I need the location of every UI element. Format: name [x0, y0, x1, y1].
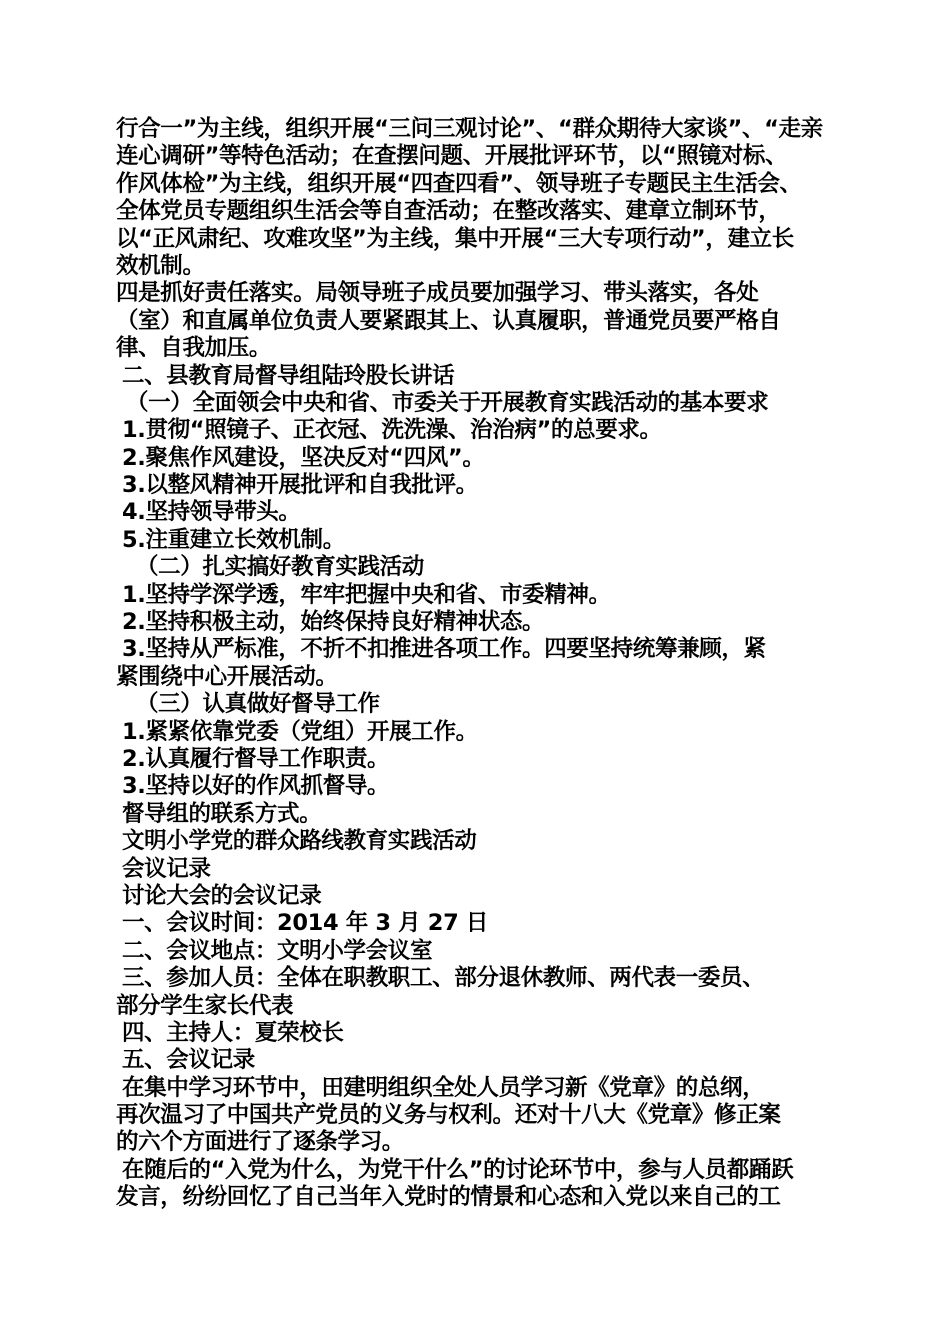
text-line: 四是抓好责任落实。局领导班子成员要加强学习、带头落实，各处 [116, 280, 759, 307]
text-line: （室）和直属单位负责人要紧跟其上、认真履职，普通党员要严格自 [116, 307, 781, 334]
list-item: 2.认真履行督导工作职责。 [122, 745, 390, 772]
title-line: 文明小学党的群众路线教育实践活动 [122, 828, 477, 855]
subsection-heading: （一）全面领会中央和省、市委关于开展教育实践活动的基本要求 [126, 389, 769, 416]
text-line: 作风体检”为主线，组织开展“四查四看”、领导班子专题民主生活会、 [116, 170, 802, 197]
paragraph-line: 发言，纷纷回忆了自己当年入党时的情景和心态和入党以来自己的工 [116, 1184, 781, 1211]
list-item: 3.坚持从严标准，不折不扣推进各项工作。四要坚持统筹兼顾，紧 [122, 636, 766, 663]
text-line: 效机制。 [116, 252, 205, 279]
paragraph-line: 在集中学习环节中，田建明组织全处人员学习新《党章》的总纲， [122, 1074, 765, 1101]
text-line: 部分学生家长代表 [116, 992, 294, 1019]
meeting-info: 三、参加人员：全体在职教职工、部分退休教师、两代表一委员、 [122, 965, 765, 992]
text-line: 以“正风肃纪、攻难攻坚”为主线，集中开展“三大专项行动”，建立长 [116, 225, 794, 252]
subsection-heading: （二）扎实搞好教育实践活动 [136, 554, 424, 581]
list-item: 3.坚持以好的作风抓督导。 [122, 773, 390, 800]
list-item: 1.坚持学深学透，牢牢把握中央和省、市委精神。 [122, 581, 611, 608]
list-item: 2.坚持积极主动，始终保持良好精神状态。 [122, 609, 545, 636]
meeting-info: 四、主持人：夏荣校长 [122, 1019, 344, 1046]
paragraph-line: 的六个方面进行了逐条学习。 [116, 1129, 404, 1156]
list-item: 1.紧紧依靠党委（党组）开展工作。 [122, 718, 478, 745]
list-item: 5.注重建立长效机制。 [122, 526, 345, 553]
list-item: 4.坚持领导带头。 [122, 499, 301, 526]
text-line: 律、自我加压。 [116, 335, 272, 362]
list-item: 2.聚焦作风建设，坚决反对“四风”。 [122, 444, 485, 471]
text-line: 督导组的联系方式。 [122, 800, 322, 827]
title-line: 会议记录 [122, 855, 211, 882]
list-item: 3.以整风精神开展批评和自我批评。 [122, 472, 478, 499]
paragraph-line: 再次温习了中国共产党员的义务与权利。还对十八大《党章》修正案 [116, 1102, 781, 1129]
text-line: 紧围绕中心开展活动。 [116, 663, 338, 690]
meeting-info: 二、会议地点：文明小学会议室 [122, 937, 433, 964]
meeting-info: 一、会议时间：2014 年 3 月 27 日 [122, 910, 489, 937]
title-line: 讨论大会的会议记录 [122, 882, 322, 909]
paragraph-line: 在随后的“入党为什么，为党干什么”的讨论环节中，参与人员都踊跃 [122, 1156, 794, 1183]
text-line: 全体党员专题组织生活会等自查活动；在整改落实、建章立制环节， [116, 198, 781, 225]
text-line: 连心调研”等特色活动；在查摆问题、开展批评环节，以“照镜对标、 [116, 143, 788, 170]
section-heading: 二、县教育局督导组陆玲股长讲话 [122, 362, 455, 389]
list-item: 1.贯彻“照镜子、正衣冠、洗洗澡、治治病”的总要求。 [122, 417, 662, 444]
meeting-info: 五、会议记录 [122, 1047, 255, 1074]
document-body [116, 116, 838, 1212]
subsection-heading: （三）认真做好督导工作 [136, 691, 380, 718]
text-line: 行合一”为主线，组织开展“三问三观讨论”、“群众期待大家谈”、“走亲 [116, 116, 823, 142]
